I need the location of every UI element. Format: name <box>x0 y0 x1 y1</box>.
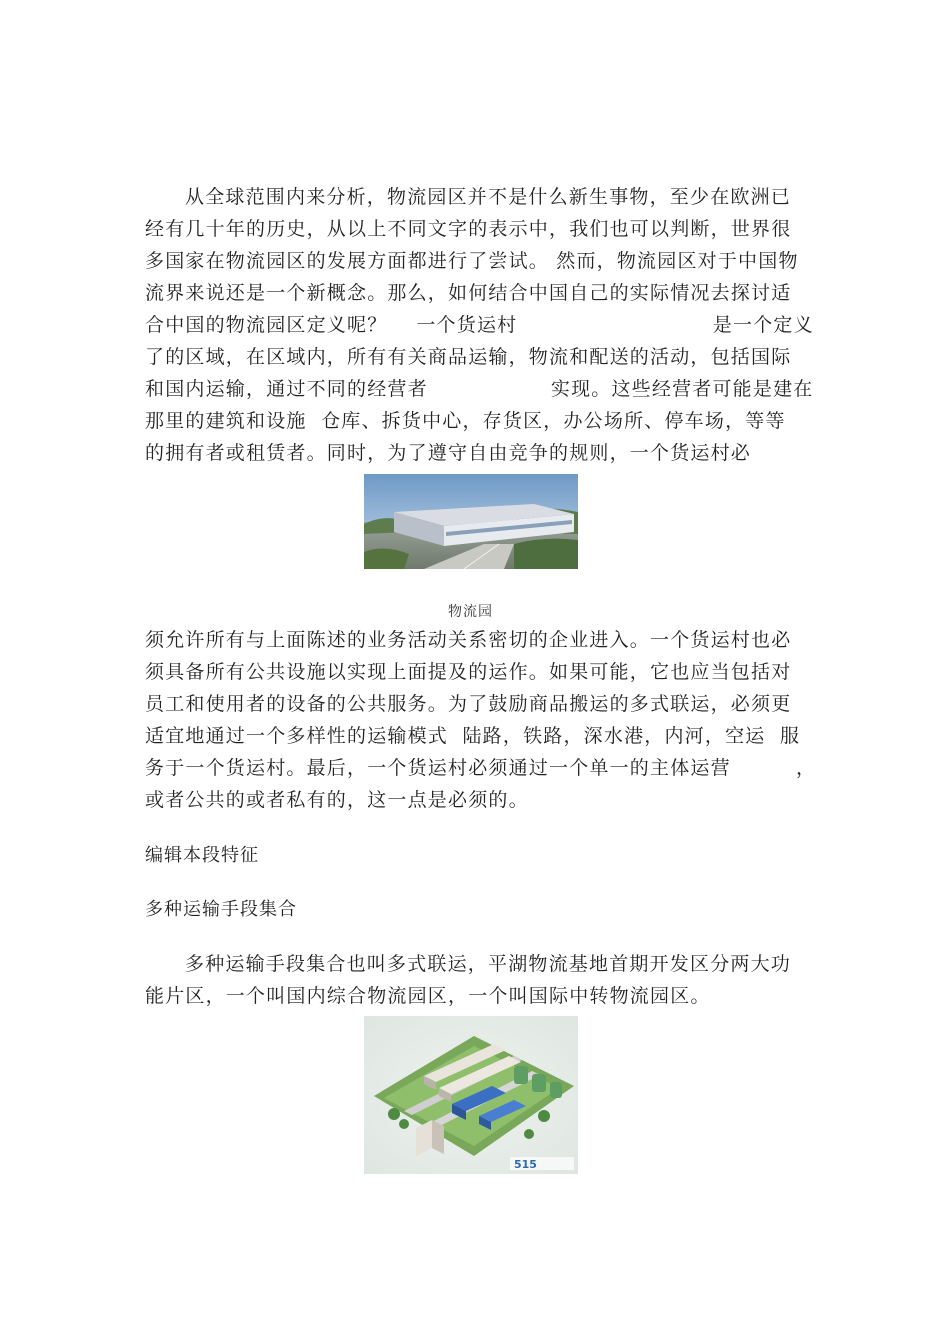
paragraph-line: 或者公共的或者私有的，这一点是必须的。 <box>145 789 529 811</box>
paragraph-line: 经有几十年的历史，从以上不同文字的表示中，我们也可以判断，世界很 <box>145 218 792 240</box>
paragraph-line: 和国内运输，通过不同的经营者 实现。这些经营者可能是建在 <box>145 378 814 400</box>
subsection-heading: 多种运输手段集合 <box>145 899 297 920</box>
paragraph-line: 那里的建筑和设施 仓库、拆货中心，存货区，办公场所、停车场，等等 <box>145 410 786 432</box>
paragraph-line: 从全球范围内来分析，物流园区并不是什么新生事物，至少在欧洲已 <box>185 186 792 208</box>
paragraph-line: 合中国的物流园区定义呢？ 一个货运村 是一个定义 <box>145 314 814 336</box>
paragraph-line: 务于一个货运村。最后，一个货运村必须通过一个单一的主体运营 ， <box>145 757 817 779</box>
paragraph-line: 能片区，一个叫国内综合物流园区，一个叫国际中转物流园区。 <box>145 985 711 1007</box>
watermark-text: 515 <box>514 1158 537 1171</box>
paragraph-line: 多国家在物流园区的发展方面都进行了尝试。 然而，物流园区对于中国物 <box>145 250 799 272</box>
section-heading: 编辑本段特征 <box>145 845 259 866</box>
paragraph-line: 了的区域，在区域内，所有有关商品运输，物流和配送的活动，包括国际 <box>145 346 792 368</box>
paragraph-line: 的拥有者或租赁者。同时，为了遵守自由竞争的规则，一个货运村必 <box>145 442 752 464</box>
paragraph-line: 员工和使用者的设备的公共服务。为了鼓励商品搬运的多式联运，必须更 <box>145 693 792 715</box>
paragraph-line: 适宜地通过一个多样性的运输模式 陆路，铁路，深水港，内河，空运 服 <box>145 725 801 747</box>
paragraph-line: 须允许所有与上面陈述的业务活动关系密切的企业进入。一个货运村也必 <box>145 629 792 651</box>
figure-caption: 物流园 <box>448 604 493 620</box>
warehouse-photo <box>364 474 578 569</box>
paragraph-line: 流界来说还是一个新概念。那么，如何结合中国自己的实际情况去探讨适 <box>145 282 792 304</box>
paragraph-line: 须具备所有公共设施以实现上面提及的运作。如果可能，它也应当包括对 <box>145 661 792 683</box>
logistics-park-aerial-photo <box>364 1016 578 1174</box>
paragraph-line: 多种运输手段集合也叫多式联运，平湖物流基地首期开发区分两大功 <box>185 953 792 975</box>
